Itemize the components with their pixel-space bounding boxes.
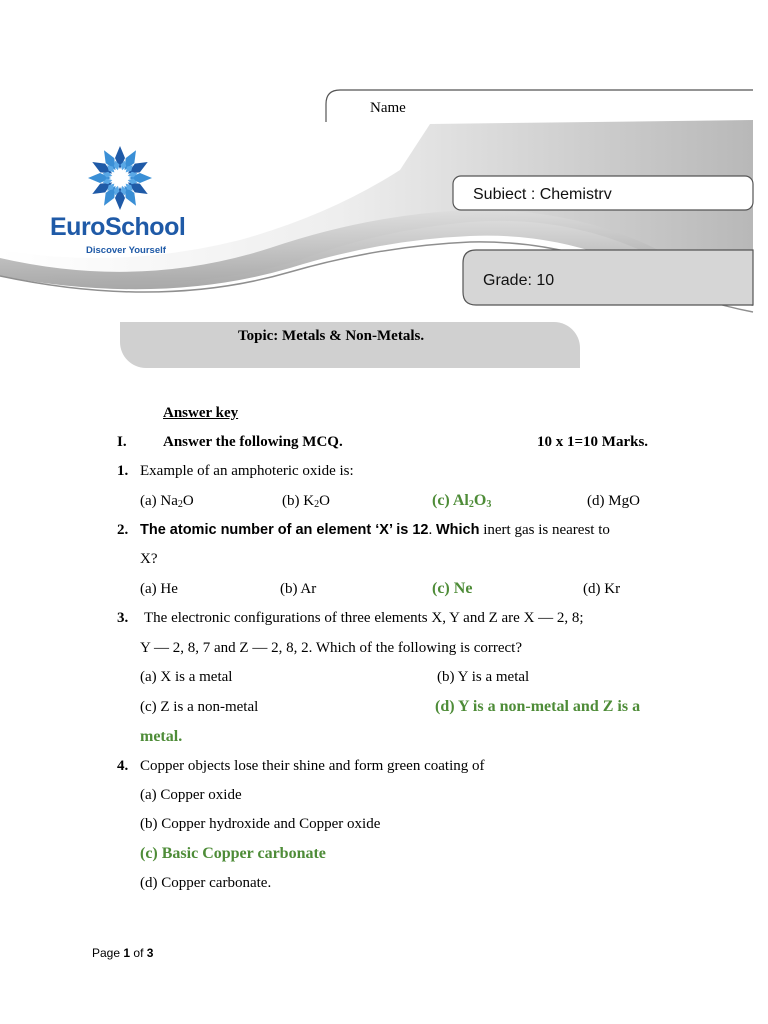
- option-b: (b) Ar: [280, 581, 317, 597]
- name-label: Name: [370, 100, 406, 116]
- question-number: 3.: [117, 610, 129, 626]
- option-a: (a) Copper oxide: [140, 787, 242, 803]
- option-d: (d) Kr: [583, 581, 621, 597]
- question-number: 2.: [117, 522, 129, 538]
- option-b: (b) Y is a metal: [437, 669, 530, 685]
- question-text: The electronic configurations of three elements X, Y and Z are X — 2, 8;: [144, 610, 584, 626]
- option-c-answer: (c) Basic Copper carbonate: [140, 845, 326, 862]
- grade-field: Grade: 10: [483, 272, 555, 289]
- option-a: (a) X is a metal: [140, 669, 233, 685]
- option-c-answer: (c) Ne: [432, 580, 473, 597]
- option-d-answer: (d) Y is a non-metal and Z is a: [435, 698, 641, 715]
- option-b: (b) Copper hydroxide and Copper oxide: [140, 816, 381, 832]
- question-number: 4.: [117, 758, 129, 774]
- option-a: (a) He: [140, 581, 178, 597]
- section-title: Answer the following MCQ.: [163, 434, 343, 450]
- question-text-line2: Y — 2, 8, 7 and Z — 2, 8, 2. Which of the following is correct?: [140, 640, 523, 656]
- option-a: (a) $Na_2O$: [140, 493, 194, 510]
- question-text: The atomic number of an element ‘X’ is 12. Which inert gas is nearest to: [140, 522, 610, 538]
- section-marks: 10 x 1=10 Marks.: [537, 434, 649, 450]
- option-d: (d) MgO: [587, 493, 640, 509]
- topic-title: Topic: Metals & Non-Metals.: [238, 328, 425, 344]
- option-c: (c) Z is a non-metal: [140, 699, 259, 715]
- option-c-answer: (c) $Al_2O_3$: [432, 492, 492, 510]
- option-d-answer-line2: metal.: [140, 728, 183, 745]
- logo-tagline: Discover Yourself: [86, 245, 166, 256]
- question-text: Example of an amphoteric oxide is:: [140, 463, 354, 479]
- option-d: (d) Copper carbonate.: [140, 875, 272, 891]
- question-number: 1.: [117, 463, 129, 479]
- question-text: Copper objects lose their shine and form green coating of: [140, 758, 485, 774]
- option-b: (b) $K_2O$: [282, 493, 330, 510]
- question-text-line2: X?: [140, 551, 158, 567]
- logo-wordmark: EuroSchool: [50, 213, 186, 241]
- subject-field: Subiect : Chemistrv: [473, 186, 612, 203]
- section-roman: I.: [117, 434, 127, 450]
- answer-key-heading: Answer key: [163, 405, 239, 421]
- page-footer: Page 1 of 3: [92, 946, 154, 960]
- euroschool-logo-icon: [86, 144, 154, 212]
